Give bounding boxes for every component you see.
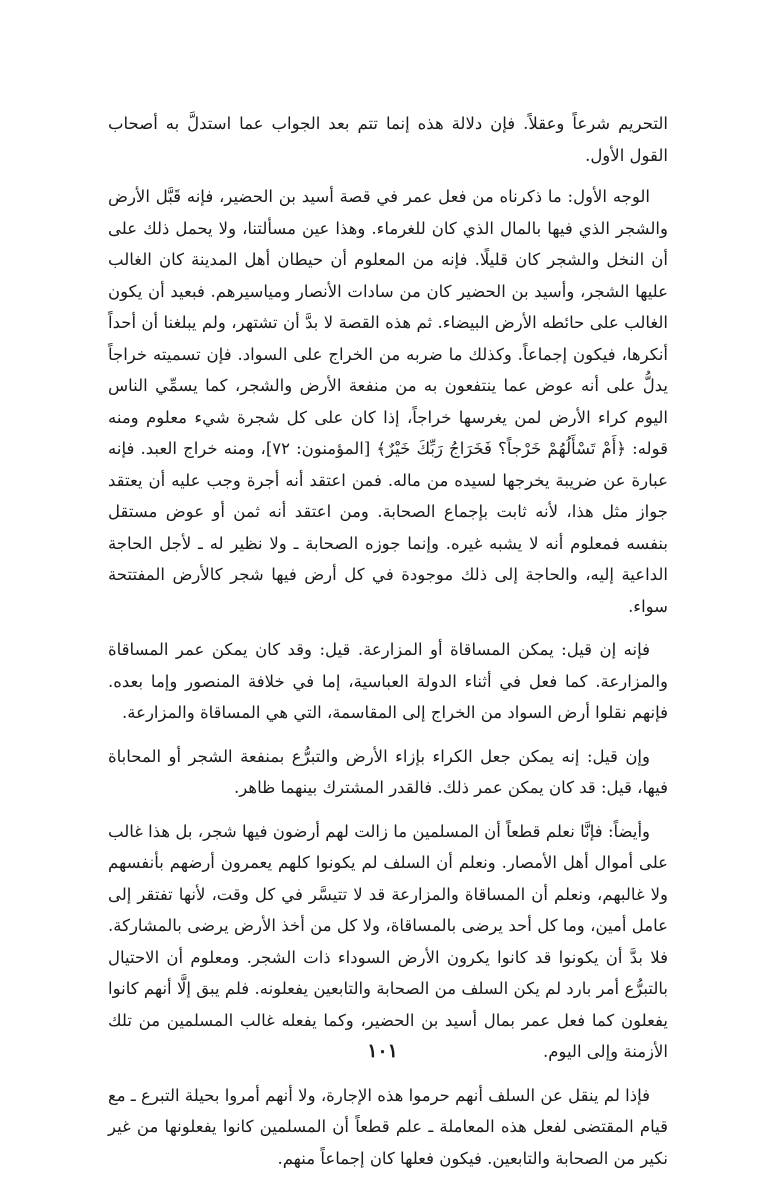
paragraph-5: وأيضاً: فإنَّا نعلم قطعاً أن المسلمين ما زالت لهم أرضون فيها شجر، بل هذا غالب على أموال أهل الأمصار. ونعلم أن السلف لم يكونوا كلهم يعمرون أرضهم بأنفسهم ولا غالبهم، ونعلم أن المساقاة والمزارعة قد لا تتيسَّر في كل وقت، لأنها تفتقر إلى عامل أمين، وما كل أحد يرضى بالمساقاة، ولا كل من أخذ الأرض يرضى بالمشاركة. فلا بدَّ أن يكونوا قد كانوا يكرون الأرض السوداء ذات الشجر. ومعلوم أن الاحتيال بالتبرُّع أمر بارد لم يكن السلف من الصحابة والتابعين يفعلونه. فلم يبق إلَّا أنهم كانوا يفعلون كما فعل عمر بمال أسيد بن الحضير، وكما يفعله غالب المسلمين من تلك الأزمنة وإلى اليوم. bbox=[108, 821, 668, 1061]
page-number: ١٠١ bbox=[367, 1040, 398, 1062]
page-body bbox=[108, 108, 668, 1168]
paragraph-6: فإذا لم ينقل عن السلف أنهم حرموا هذه الإجارة، ولا أنهم أمروا بحيلة التبرع ـ مع قيام المقتضى لفعل هذه المعاملة ـ علم قطعاً أن المسلمين كانوا يفعلونها من غير نكير من الصحابة والتابعين. فيكون فعلها كان إجماعاً منهم. bbox=[108, 1085, 668, 1168]
paragraph-4: وإن قيل: إنه يمكن جعل الكراء بإزاء الأرض والتبرُّع بمنفعة الشجر أو المحاباة فيها، قيل: قد كان يمكن عمر ذلك. فالقدر المشترك بينهما ظاهر. bbox=[108, 746, 668, 797]
paragraph-1: التحريم شرعاً وعقلاً. فإن دلالة هذه إنما تتم بعد الجواب عما استدلَّ به أصحاب القول الأول. bbox=[108, 114, 668, 165]
paragraph-2: الوجه الأول: ما ذكرناه من فعل عمر في قصة أسيد بن الحضير، فإنه قَبَّل الأرض والشجر الذي فيها بالمال الذي كان للغرماء. وهذا عين مسألتنا، ولا يحمل ذلك على أن النخل والشجر كان قليلًا. فإنه من المعلوم أن حيطان أهل المدينة كان الغالب عليها الشجر، وأسيد بن الحضير كان من سادات الأنصار ومياسيرهم. فبعيد أن يكون الغالب على حائطه الأرض البيضاء. ثم هذه القصة لا بدَّ أن تشتهر، ولم يبلغنا أن أحداً أنكرها، فيكون إجماعاً. وكذلك ما ضربه من الخراج على السواد. فإن تسميته خراجاً يدلُّ على أنه عوض عما ينتفعون به من منفعة الأرض والشجر، كما يسمِّي الناس اليوم كراء الأرض لمن يغرسها خراجاً، إذا كان على كل شجرة شيء معلوم ومنه قوله: ﴿أَمْ تَسْأَلُهُمْ خَرْجاً؟ فَخَرَاجُ رَبِّكَ خَيْرٌ﴾ [المؤمنون: ٧٢]، ومنه خراج العبد. فإنه عبارة عن ضريبة يخرجها لسيده من ماله. فمن اعتقد أنه أجرة وجب عليه أن يعتقد جواز مثل هذا، لأنه ثابت بإجماع الصحابة. ومن اعتقد أنه ثمن أو عوض مستقل بنفسه فمعلوم أنه لا يشبه غيره. وإنما جوزه الصحابة ـ ولا نظير له ـ لأجل الحاجة الداعية إليه، والحاجة إلى ذلك موجودة في كل أرض فيها شجر كالأرض المفتتحة سواء. bbox=[108, 187, 668, 616]
paragraph-3: فإنه إن قيل: يمكن المساقاة أو المزارعة. قيل: وقد كان يمكن عمر المساقاة والمزارعة. كما فعل في أثناء الدولة العباسية، إما في خلافة المنصور وإما بعده. فإنهم نقلوا أرض السواد من الخراج إلى المقاسمة، التي هي المساقاة والمزارعة. bbox=[108, 640, 668, 722]
